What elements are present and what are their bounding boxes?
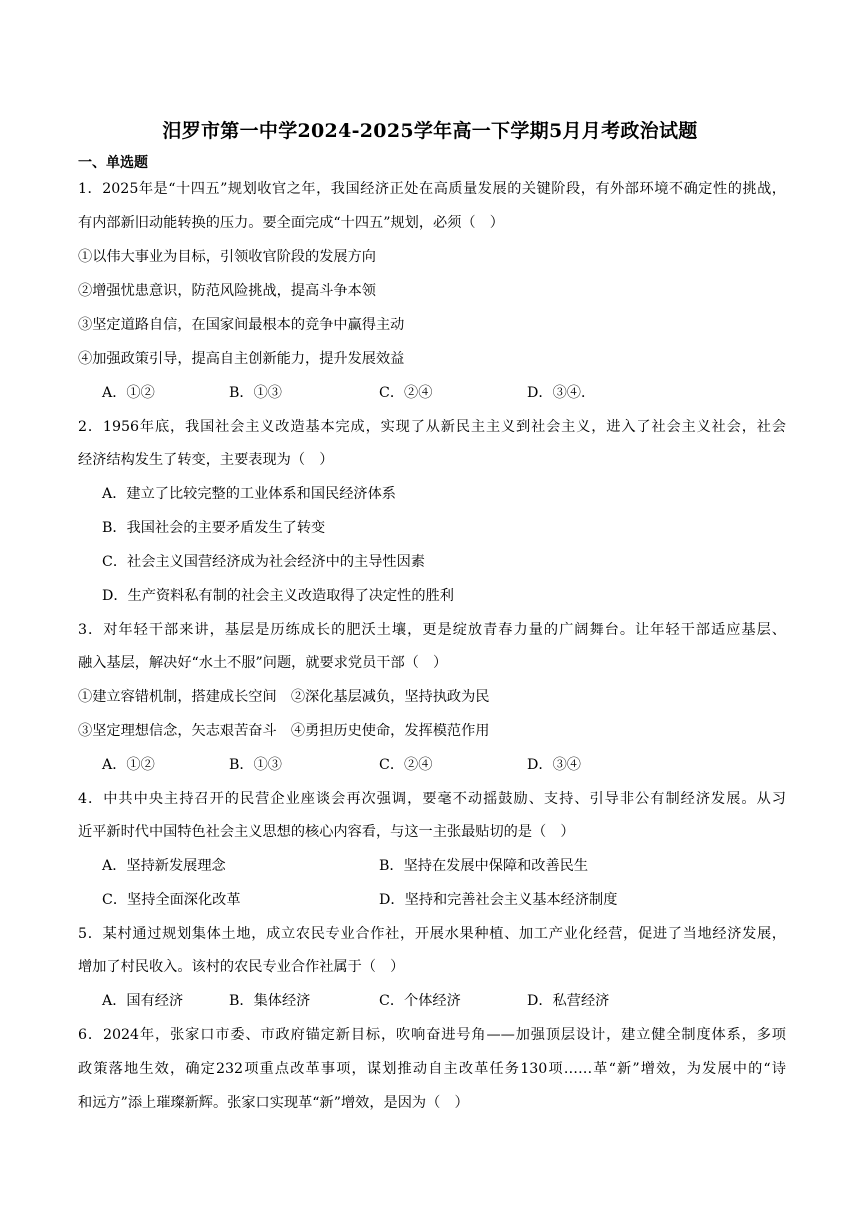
q1-option-b[interactable]: B．①③ [229,385,282,401]
q1-statement-3: ③坚定道路自信，在国家间最根本的竞争中赢得主动 [78,317,405,333]
q3-option-a[interactable]: A．①② [102,757,155,773]
q1-stem-line1: 1．2025年是“十四五”规划收官之年，我国经济正处在高质量发展的关键阶段，有外部环境不确定性的挑战， [78,181,786,197]
q4-option-c[interactable]: C．坚持全面深化改革 [102,892,241,908]
q4-stem-line1: 4．中共中央主持召开的民营企业座谈会再次强调，要毫不动摇鼓励、支持、引导非公有制经济发展。从习 [78,791,786,807]
q1-option-a[interactable]: A．①② [102,385,155,401]
q5-option-d[interactable]: D．私营经济 [527,993,610,1009]
q6-stem-line3: 和远方”添上璀璨新辉。张家口实现革“新”增效，是因为（ ） [78,1095,469,1111]
q6-stem-line2: 政策落地生效，确定232项重点改革事项，谋划推动自主改革任务130项……革“新”增效，为发展中的“诗 [78,1061,786,1077]
section-heading: 一、单选题 [78,155,148,171]
q3-option-d[interactable]: D．③④ [527,757,581,773]
q3-option-b[interactable]: B．①③ [229,757,282,773]
q3-statements-1: ①建立容错机制，搭建成长空间 ②深化基层减负，坚持执政为民 [78,689,490,705]
q1-stem-line2: 有内部新旧动能转换的压力。要全面完成“十四五”规划，必须（ ） [78,215,504,231]
q3-stem-line2: 融入基层，解决好“水土不服”问题，就要求党员干部（ ） [78,655,448,671]
q5-stem-line2: 增加了村民收入。该村的农民专业合作社属于（ ） [78,959,405,975]
q2-option-c[interactable]: C．社会主义国营经济成为社会经济中的主导性因素 [102,554,425,570]
q2-stem-line2: 经济结构发生了转变，主要表现为（ ） [78,452,334,468]
q4-option-a[interactable]: A．坚持新发展理念 [102,858,226,874]
q2-stem-line1: 2．1956年底，我国社会主义改造基本完成，实现了从新民主主义到社会主义，进入了社会主义社会，社会 [78,419,786,435]
q5-option-a[interactable]: A．国有经济 [102,993,184,1009]
q1-statement-4: ④加强政策引导，提高自主创新能力，提升发展效益 [78,351,405,367]
q5-stem-line1: 5．某村通过规划集体土地，成立农民专业合作社，开展水果种植、加工产业化经营，促进了当地经济发展， [78,926,786,942]
q1-option-c[interactable]: C．②④ [379,385,433,401]
q2-option-d[interactable]: D．生产资料私有制的社会主义改造取得了决定性的胜利 [102,588,454,604]
q1-statement-1: ①以伟大事业为目标，引领收官阶段的发展方向 [78,249,376,265]
q6-stem-line1: 6．2024年，张家口市委、市政府锚定新目标，吹响奋进号角——加强顶层设计，建立健全制度体系，多项 [78,1027,786,1043]
q5-option-c[interactable]: C．个体经济 [379,993,461,1009]
q4-option-b[interactable]: B．坚持在发展中保障和改善民生 [379,858,589,874]
q3-stem-line1: 3．对年轻干部来讲，基层是历练成长的肥沃土壤，更是绽放青春力量的广阔舞台。让年轻干部适应基层、 [78,622,786,638]
page-title: 汨罗市第一中学2024-2025学年高一下学期5月月考政治试题 [162,120,698,142]
q5-option-b[interactable]: B．集体经济 [229,993,311,1009]
q1-statement-2: ②增强忧患意识，防范风险挑战，提高斗争本领 [78,283,376,299]
q4-stem-line2: 近平新时代中国特色社会主义思想的核心内容看，与这一主张最贴切的是（ ） [78,824,575,840]
q3-option-c[interactable]: C．②④ [379,757,433,773]
q1-option-d[interactable]: D．③④． [527,385,596,401]
q2-option-b[interactable]: B．我国社会的主要矛盾发生了转变 [102,520,326,536]
q4-option-d[interactable]: D．坚持和完善社会主义基本经济制度 [379,892,618,908]
q3-statements-2: ③坚定理想信念，矢志艰苦奋斗 ④勇担历史使命，发挥模范作用 [78,723,490,739]
q2-option-a[interactable]: A．建立了比较完整的工业体系和国民经济体系 [102,486,396,502]
